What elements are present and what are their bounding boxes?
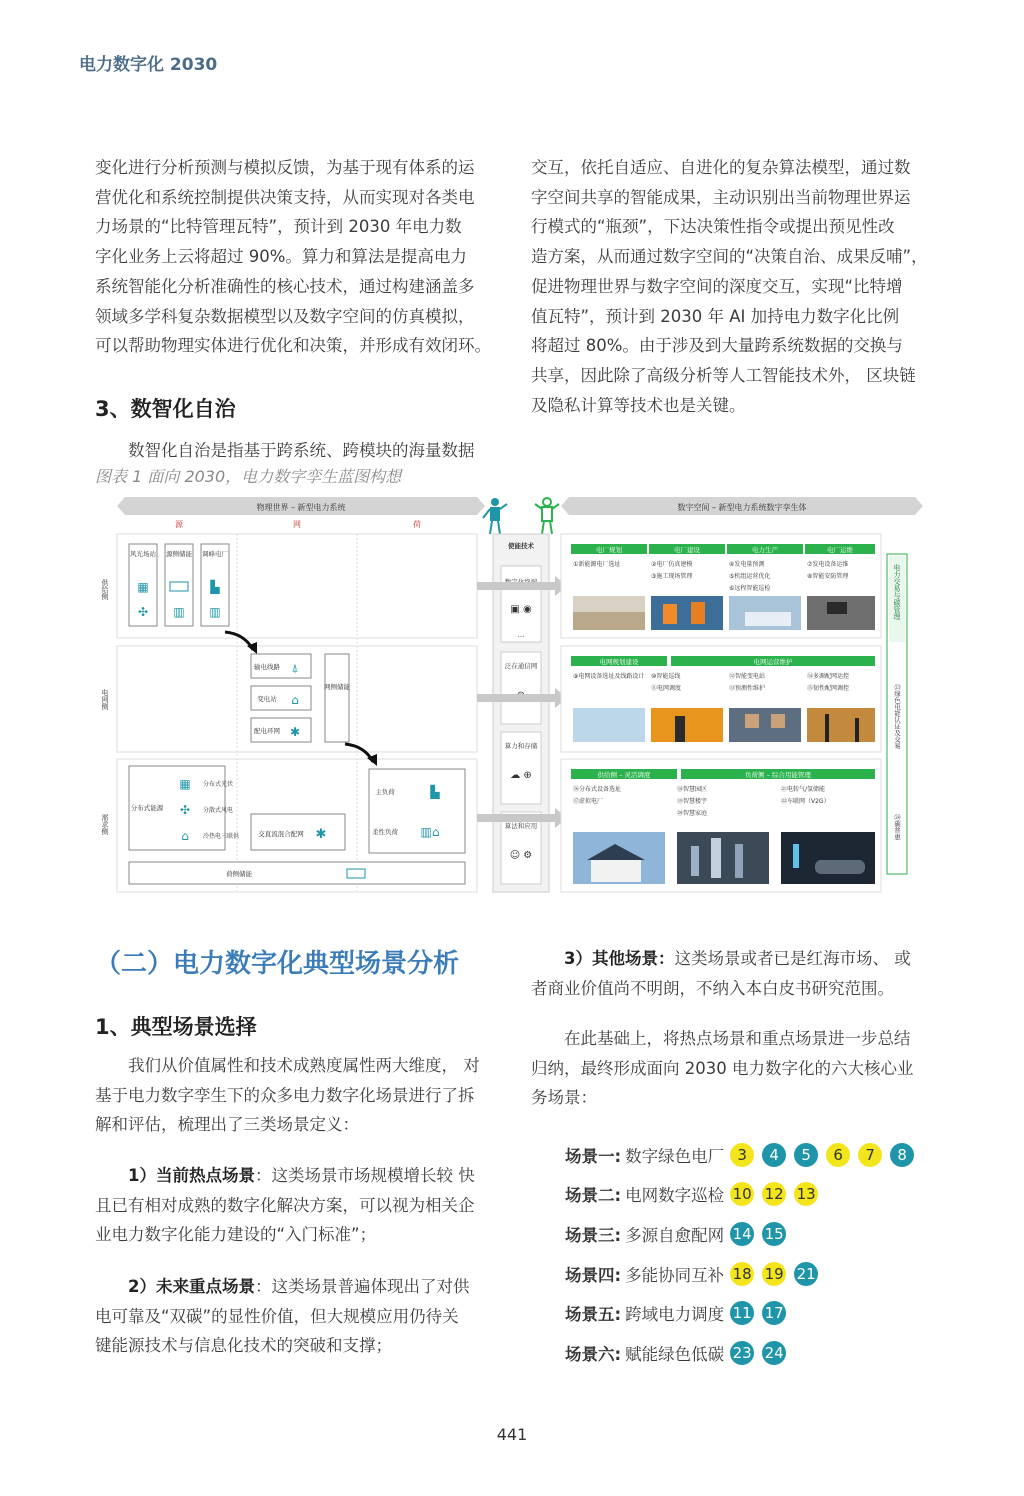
factory-icon: ▙ [210, 580, 220, 594]
scenario-list [565, 1135, 922, 1373]
network-icon: ✱ [315, 827, 327, 842]
device-icon: ▣ ◉ [510, 604, 532, 615]
row-label-supply: 供给侧 [101, 579, 109, 600]
scene-cell: ⑤机组运营优化 [729, 573, 771, 580]
tab-label: 电厂规划 [596, 546, 622, 554]
scenario-row [565, 1333, 922, 1373]
building-icon: ▥ [173, 605, 185, 619]
text-line: 营优化和系统控制提供决策支持，从而实现对各类电 [95, 187, 475, 207]
digital-twin-diagram [101, 494, 927, 894]
scene-number-badge: 14 [730, 1222, 754, 1246]
text-line: 共享，因此除了高级分析等人工智能技术外， 区块链 [531, 365, 916, 385]
flex-load-label: 柔性负荷 [372, 828, 398, 836]
scene-number-badge: 21 [794, 1262, 818, 1286]
scene-cell: ⑩智能巡线 [651, 673, 681, 680]
scene-cell: ㉑电转气/氢储能 [781, 786, 826, 793]
text-line: 行模式的“瓶颈”，下达决策性指令或提出预见性改 [531, 217, 895, 237]
text-line: 在此基础上，将热点场景和重点场景进一步总结 [564, 1029, 911, 1048]
future-scene-label: 2）未来重点场景 [128, 1277, 255, 1296]
col-label-load: 荷 [413, 520, 421, 529]
intro-paragraph [95, 1051, 495, 1140]
physical-banner-label: 物理世界 – 新型电力系统 [256, 503, 346, 512]
buildings-icon: ▥⌂ [420, 825, 440, 839]
scene-cell: ①新能源电厂选址 [573, 561, 621, 568]
grid-box-label: 变电站 [257, 695, 277, 703]
scenario-text: 数字绿色电厂 [625, 1146, 725, 1166]
plant-icon: ▥ [209, 605, 221, 619]
photo-engineers [729, 708, 801, 742]
load-box [369, 769, 465, 853]
photo-construction [651, 596, 723, 630]
grid-storage-box [325, 654, 349, 742]
digital-person-icon [535, 498, 559, 534]
future-scene-paragraph [95, 1272, 495, 1361]
summary-paragraph [531, 1024, 931, 1113]
person-icon [483, 498, 507, 534]
solar-icon: ▦ [179, 777, 191, 791]
running-header: 电力数字化 2030 [79, 55, 218, 75]
main-load-label: 主负荷 [375, 788, 395, 796]
scene-cell: ③施工现场管理 [651, 573, 693, 580]
scene-number-badge: 12 [762, 1182, 786, 1206]
scene-number-badge: 3 [730, 1143, 754, 1167]
algorithm-icon: ☺ ⚙ [509, 850, 533, 861]
scenario-row [565, 1135, 922, 1175]
text-line: 电可靠及“双碳”的显性价值，但大规模应用仍待关 [95, 1306, 459, 1326]
other-scene-label: 3）其他场景： [564, 949, 675, 968]
scenario-label: 场景一: [565, 1146, 622, 1166]
text-line: ：这类场景市场规模增长较 快 [254, 1166, 475, 1185]
text-line: 促进物理世界与数字空间的深度交互，实现“比特增 [531, 276, 903, 296]
scene-cell: ⑨电网设备选址及线路设计 [573, 673, 645, 680]
scene-number-badge: 23 [730, 1341, 754, 1365]
scene-cell: ⑪电网调度 [651, 685, 682, 692]
hot-scene-label: 1）当前热点场景 [128, 1166, 255, 1185]
digital-banner-label: 数字空间 – 新型电力系统数字孪生体 [677, 503, 807, 512]
scenario-label: 场景六: [565, 1344, 622, 1364]
scene-cell: ⑱智慧园区 [677, 786, 708, 793]
scene-number-badge: 7 [858, 1143, 882, 1167]
tech-item: 泛在通信网 [504, 662, 538, 670]
tab-label: 负荷侧 – 综合用能管理 [745, 771, 811, 779]
tab-label: 电厂运维 [827, 546, 853, 554]
photo-pylons [807, 708, 875, 742]
load-storage-box [129, 862, 465, 884]
scene-cell: ⑫智能变电站 [729, 673, 766, 680]
acdc-label: 交直流混合配网 [258, 830, 304, 838]
scene-number-badge: 24 [762, 1341, 786, 1365]
section-heading-1: 1、典型场景选择 [95, 1015, 257, 1039]
tech-item: 算法和应用 [504, 822, 538, 830]
text-line: 务场景： [531, 1088, 597, 1108]
photo-power-lines [573, 708, 645, 742]
text-line: 我们从价值属性和技术成熟度属性两大维度， 对 [128, 1056, 480, 1075]
scene-cell: ⑲智慧楼宇 [677, 798, 708, 805]
scene-cell: ②电厂仿真建模 [651, 561, 693, 568]
scene-number-badge: 11 [730, 1301, 754, 1325]
scenario-label: 场景四: [565, 1265, 622, 1285]
scene-cell: ⑦发电设备运维 [807, 561, 849, 568]
wind-icon: ✣ [179, 803, 191, 817]
tab-label: 电力生产 [752, 546, 778, 554]
scenario-text: 赋能绿色低碳 [625, 1344, 725, 1364]
text-line: 键能源技术与信息化技术的突破和支撑； [95, 1336, 392, 1356]
scene-number-badge: 18 [730, 1262, 754, 1286]
text-line: 基于电力数字孪生下的众多电力数字化场景进行了拆 [95, 1085, 475, 1105]
text-line: 字空间共享的智能成果，主动识别出当前物理世界运 [531, 187, 911, 207]
grid-box-label: 配电环网 [254, 727, 280, 735]
scene-cell: ⑰虚拟电厂 [573, 798, 604, 805]
demand-item: 冷热电三联供 [203, 833, 240, 840]
load-storage-label: 荷侧储能 [226, 870, 252, 878]
section3-first-line: 数智化自治是指基于跨系统、跨模块的海量数据 [128, 441, 475, 460]
scenario-text: 多源自愈配网 [625, 1225, 725, 1245]
text-line: 力场景的“比特管理瓦特”，预计到 2030 年电力数 [95, 217, 462, 237]
tab-label: 供给侧 – 灵活调度 [597, 771, 651, 779]
text-line: 者商业价值尚不明朗，不纳入本白皮书研究范围。 [531, 978, 894, 998]
scene-cell: ④发电量预测 [729, 561, 765, 568]
side-panel-title: 电力交易与碳管理 [893, 564, 901, 620]
side-panel-green: ㉓绿色电能认证及交易 [893, 684, 901, 749]
compute-icon: ☁ ⊕ [510, 770, 532, 781]
left-top-paragraph [95, 153, 495, 361]
scene-number-badge: 4 [762, 1143, 786, 1167]
hot-scene-paragraph [95, 1161, 495, 1250]
scenario-row [565, 1293, 922, 1333]
scenario-text: 电网数字巡检 [625, 1186, 725, 1206]
scenario-label: 场景二: [565, 1186, 622, 1206]
text-line: 造方案，从而通过数字空间的“决策自治、成果反哺”， [531, 247, 928, 267]
grid-box-label: 输电线路 [254, 663, 280, 671]
tower-icon: ⍋ [291, 661, 299, 675]
scenario-row [565, 1175, 922, 1215]
scene-number-badge: 13 [794, 1182, 818, 1206]
scene-cell: ⑳智慧家庭 [677, 810, 708, 817]
supply-box-label: 风光场站 [130, 550, 156, 558]
scenario-label: 场景三: [565, 1225, 622, 1245]
text-line: 可以帮助物理实体进行优化和决策，并形成有效闭环。 [95, 336, 491, 356]
right-top-paragraph [531, 153, 931, 420]
scenario-label: 场景五: [565, 1305, 622, 1325]
scene-number-badge: 15 [762, 1222, 786, 1246]
text-line: 交互，依托自适应、自进化的复杂算法模型，通过数 [531, 158, 911, 177]
scene-number-badge: 10 [730, 1182, 754, 1206]
text-line: 且已有相对成熟的数字化解决方案，可以视为相关企 [95, 1195, 475, 1215]
scene-cell: ㉒车联网（V2G） [781, 798, 830, 805]
text-line: 将超过 80%。由于涉及到大量跨系统数据的交换与 [531, 336, 903, 356]
text-line: 这类场景或者已是红海市场、 或 [674, 949, 911, 968]
wind-icon: ✣ [137, 605, 149, 619]
scene-cell: ⑥远程智能巡检 [729, 585, 771, 592]
photo-smart-city [677, 832, 769, 884]
demand-item: 分散式风电 [203, 807, 234, 814]
network-icon: ✱ [289, 725, 301, 739]
text-line: 值瓦特”，预计到 2030 年 AI 加持电力数字化比例 [531, 306, 900, 326]
ellipsis: ... [517, 631, 525, 639]
text-line: 字化业务上云将超过 90%。算力和算法是提高电力 [95, 247, 467, 267]
scene-number-badge: 8 [890, 1143, 914, 1167]
supply-box-label: 源侧储能 [166, 550, 192, 558]
scene-cell: ⑯分布式设备选址 [573, 786, 622, 793]
col-label-grid: 网 [293, 520, 301, 529]
demand-item: 分布式光伏 [203, 781, 234, 788]
text-line: 领域多学科复杂数据模型以及数字空间的仿真模拟， [95, 306, 475, 326]
grid-storage-label: 网侧储能 [324, 683, 350, 691]
text-line: 业电力数字化能力建设的“入门标准”； [95, 1225, 377, 1245]
scenario-text: 跨域电力调度 [625, 1305, 725, 1325]
section-heading-3: 3、数智化自治 [95, 397, 236, 421]
chp-icon: ⌂ [181, 829, 189, 843]
text-line: 系统智能化分析准确性的核心技术，通过构建涵盖多 [95, 276, 475, 296]
scenario-row [565, 1254, 922, 1294]
scenario-text: 多能协同互补 [625, 1265, 725, 1285]
page-number: 441 [496, 1425, 528, 1444]
side-panel-carbon: ㉔碳普惠 [893, 814, 901, 840]
scene-number-badge: 6 [826, 1143, 850, 1167]
scene-cell: ⑬预测性维护 [729, 685, 766, 692]
text-line: 变化进行分析预测与模拟反馈，为基于现有体系的运 [95, 158, 475, 177]
scene-cell: ⑧智能安防管理 [807, 573, 849, 580]
text-line: 及隐私计算等技术也是关键。 [531, 395, 746, 415]
distributed-energy-label: 分布式能源 [130, 804, 164, 812]
col-label-source: 源 [175, 520, 183, 529]
figure-caption: 图表 1 面向 2030，电力数字孪生蓝图构想 [95, 467, 402, 486]
section-heading-2: （二）电力数字化典型场景分析 [95, 949, 460, 979]
scenario-row [565, 1214, 922, 1254]
text-line: 解和评估，梳理出了三类场景定义： [95, 1115, 359, 1135]
scene-cell: ⑭多源配网运控 [807, 673, 850, 680]
solar-icon: ▦ [137, 580, 149, 594]
scene-number-badge: 17 [762, 1301, 786, 1325]
photo-sunset-worker [651, 708, 723, 742]
scene-cell: ⑮韧性配网调控 [807, 685, 850, 692]
scene-number-badge: 19 [762, 1262, 786, 1286]
tab-label: 电网运营维护 [753, 658, 793, 666]
row-label-demand: 需求侧 [101, 814, 109, 835]
tab-label: 电网规划建设 [599, 658, 639, 666]
text-line: 归纳，最终形成面向 2030 电力数字化的六大核心业 [531, 1058, 914, 1078]
factory-icon: ▙ [430, 785, 440, 799]
scene-number-badge: 5 [794, 1143, 818, 1167]
tech-title: 使能技术 [508, 542, 534, 550]
tab-label: 电厂建设 [674, 546, 700, 554]
supply-box-label: 调峰电厂 [202, 550, 228, 558]
text-line: ：这类场景普遍体现出了对供 [254, 1277, 470, 1296]
other-scene-paragraph [531, 944, 931, 1003]
row-label-grid: 电网侧 [101, 689, 109, 710]
substation-icon: ⌂ [291, 693, 299, 707]
tech-item: 算力和存储 [504, 742, 538, 750]
